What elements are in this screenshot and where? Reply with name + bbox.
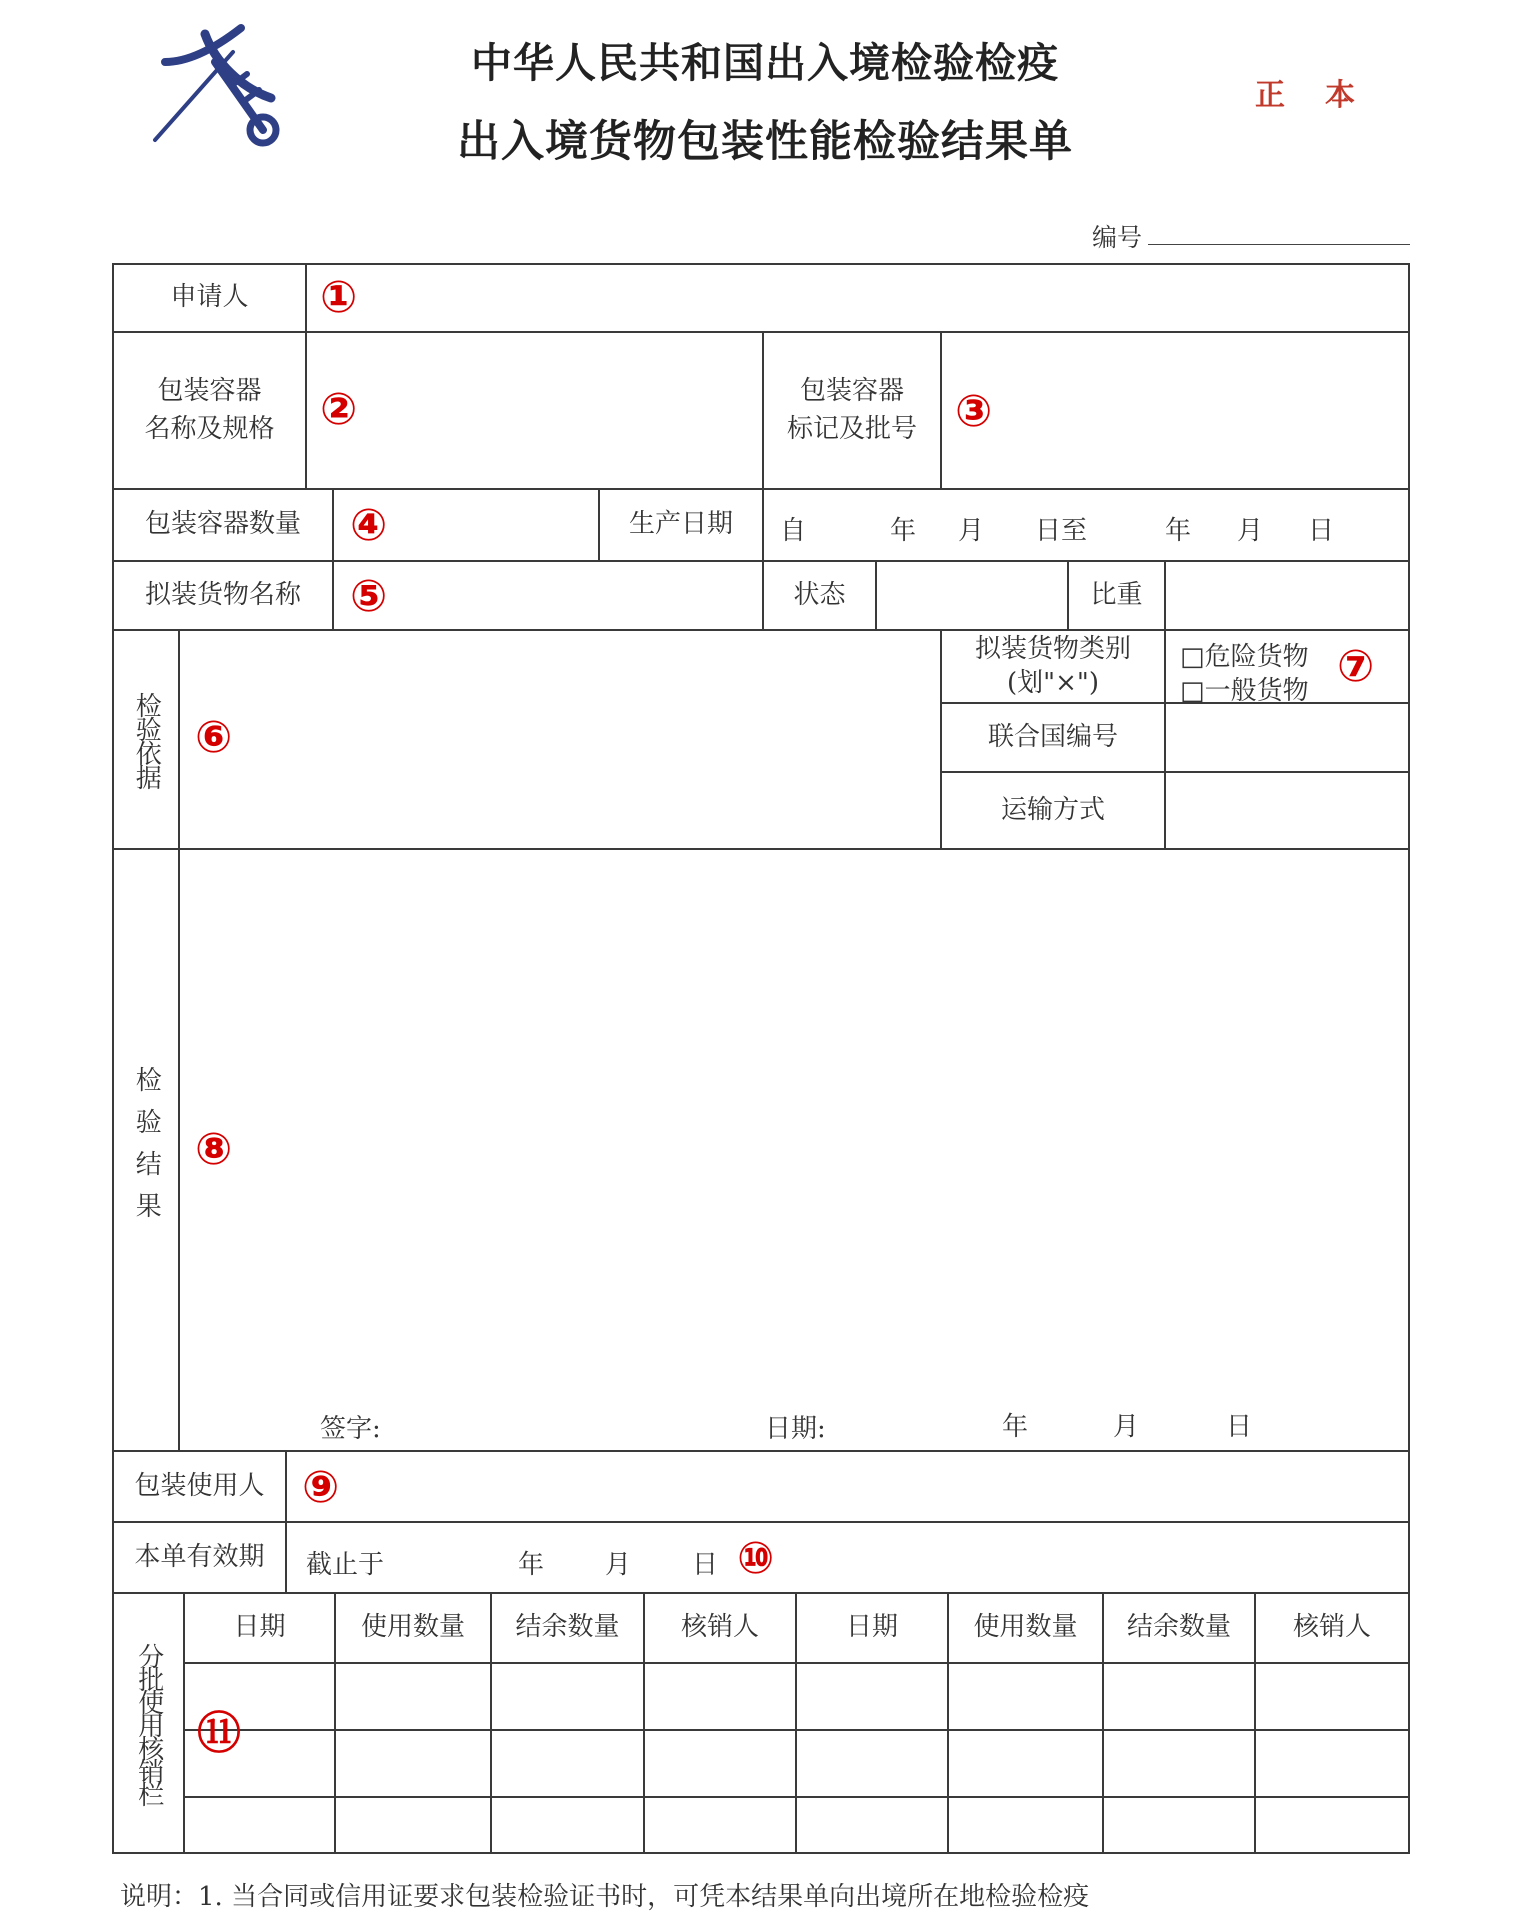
batch-col-remaining-qty-2: 结余数量 xyxy=(1126,1612,1231,1643)
dangerous-goods-checkbox[interactable]: □危险货物 xyxy=(1180,642,1309,672)
marker-2: ② xyxy=(320,384,358,435)
marker-8: ⑧ xyxy=(195,1124,233,1175)
marker-1: ① xyxy=(320,272,358,323)
valid-until-year: 年 xyxy=(518,1550,545,1580)
date-to-month: 月 xyxy=(1237,516,1264,546)
date-to-year: 年 xyxy=(1165,516,1192,546)
inspection-basis-text: 检验依据 xyxy=(131,691,162,788)
footnote: 说明：1. 当合同或信用证要求包装检验证书时，可凭本结果单向出境所在地检验检疫 xyxy=(120,1882,1090,1912)
batch-col-used-qty-2: 使用数量 xyxy=(973,1612,1078,1643)
valid-until-day: 日 xyxy=(692,1550,719,1580)
marker-3: ③ xyxy=(955,386,993,437)
inspection-basis-label xyxy=(114,631,178,848)
gravity-label: 比重 xyxy=(1090,579,1143,610)
production-date-label: 生产日期 xyxy=(628,509,733,540)
marker-11: ⑪ xyxy=(197,1708,241,1759)
goods-name-label: 拟装货物名称 xyxy=(144,579,301,610)
form-title: 出入境货物包装性能检验结果单 xyxy=(457,117,1073,167)
date-to-day: 日 xyxy=(1308,516,1335,546)
serial-number-label: 编号 xyxy=(1092,223,1143,252)
general-goods-checkbox[interactable]: □一般货物 xyxy=(1180,676,1309,706)
batch-col-verifier-2: 核销人 xyxy=(1292,1612,1371,1643)
date-from-day-to: 日至 xyxy=(1035,516,1088,546)
marker-5: ⑤ xyxy=(350,571,388,622)
marker-10: ⑩ xyxy=(737,1533,775,1584)
batch-col-date-2: 日期 xyxy=(845,1612,898,1643)
agency-title: 中华人民共和国出入境检验检疫 xyxy=(471,39,1059,87)
un-number-label: 联合国编号 xyxy=(987,721,1118,752)
result-date-label: 日期: xyxy=(765,1414,826,1444)
marker-4: ④ xyxy=(350,500,388,551)
ciq-emblem-icon xyxy=(145,22,285,152)
batch-col-used-qty-1: 使用数量 xyxy=(360,1612,465,1643)
state-label: 状态 xyxy=(793,579,846,610)
result-date-month: 月 xyxy=(1113,1412,1140,1442)
marker-7: ⑦ xyxy=(1337,641,1375,692)
batch-usage-label xyxy=(114,1594,183,1852)
marker-9: ⑨ xyxy=(302,1462,340,1513)
valid-until-label: 截止于 xyxy=(306,1550,385,1580)
valid-until-month: 月 xyxy=(605,1550,632,1580)
container-name-label: 包装容器 名称及规格 xyxy=(144,375,275,444)
inspection-result-label xyxy=(114,1060,178,1240)
transport-mode-label: 运输方式 xyxy=(1000,794,1105,825)
original-copy-mark: 正本 xyxy=(1255,78,1395,113)
marker-6: ⑥ xyxy=(195,712,233,763)
container-qty-label: 包装容器数量 xyxy=(144,509,301,540)
result-date-year: 年 xyxy=(1002,1412,1029,1442)
inspection-result-text: 检验结果 xyxy=(131,1066,162,1234)
validity-label: 本单有效期 xyxy=(134,1541,265,1572)
batch-col-verifier-1: 核销人 xyxy=(680,1612,759,1643)
container-mark-label: 包装容器 标记及批号 xyxy=(786,375,917,444)
date-from: 自 xyxy=(780,516,807,546)
result-date-day: 日 xyxy=(1226,1412,1253,1442)
date-from-year: 年 xyxy=(890,516,917,546)
batch-col-remaining-qty-1: 结余数量 xyxy=(515,1612,620,1643)
signature-label: 签字: xyxy=(320,1414,381,1444)
batch-usage-text: 分批使用核销栏 xyxy=(133,1642,164,1804)
serial-number-field[interactable] xyxy=(1148,244,1410,245)
goods-category-label: 拟装货物类别 (划"×") xyxy=(974,633,1131,698)
package-user-label: 包装使用人 xyxy=(134,1470,265,1501)
applicant-label: 申请人 xyxy=(170,282,249,313)
date-from-month: 月 xyxy=(958,516,985,546)
batch-col-date-1: 日期 xyxy=(233,1612,286,1643)
